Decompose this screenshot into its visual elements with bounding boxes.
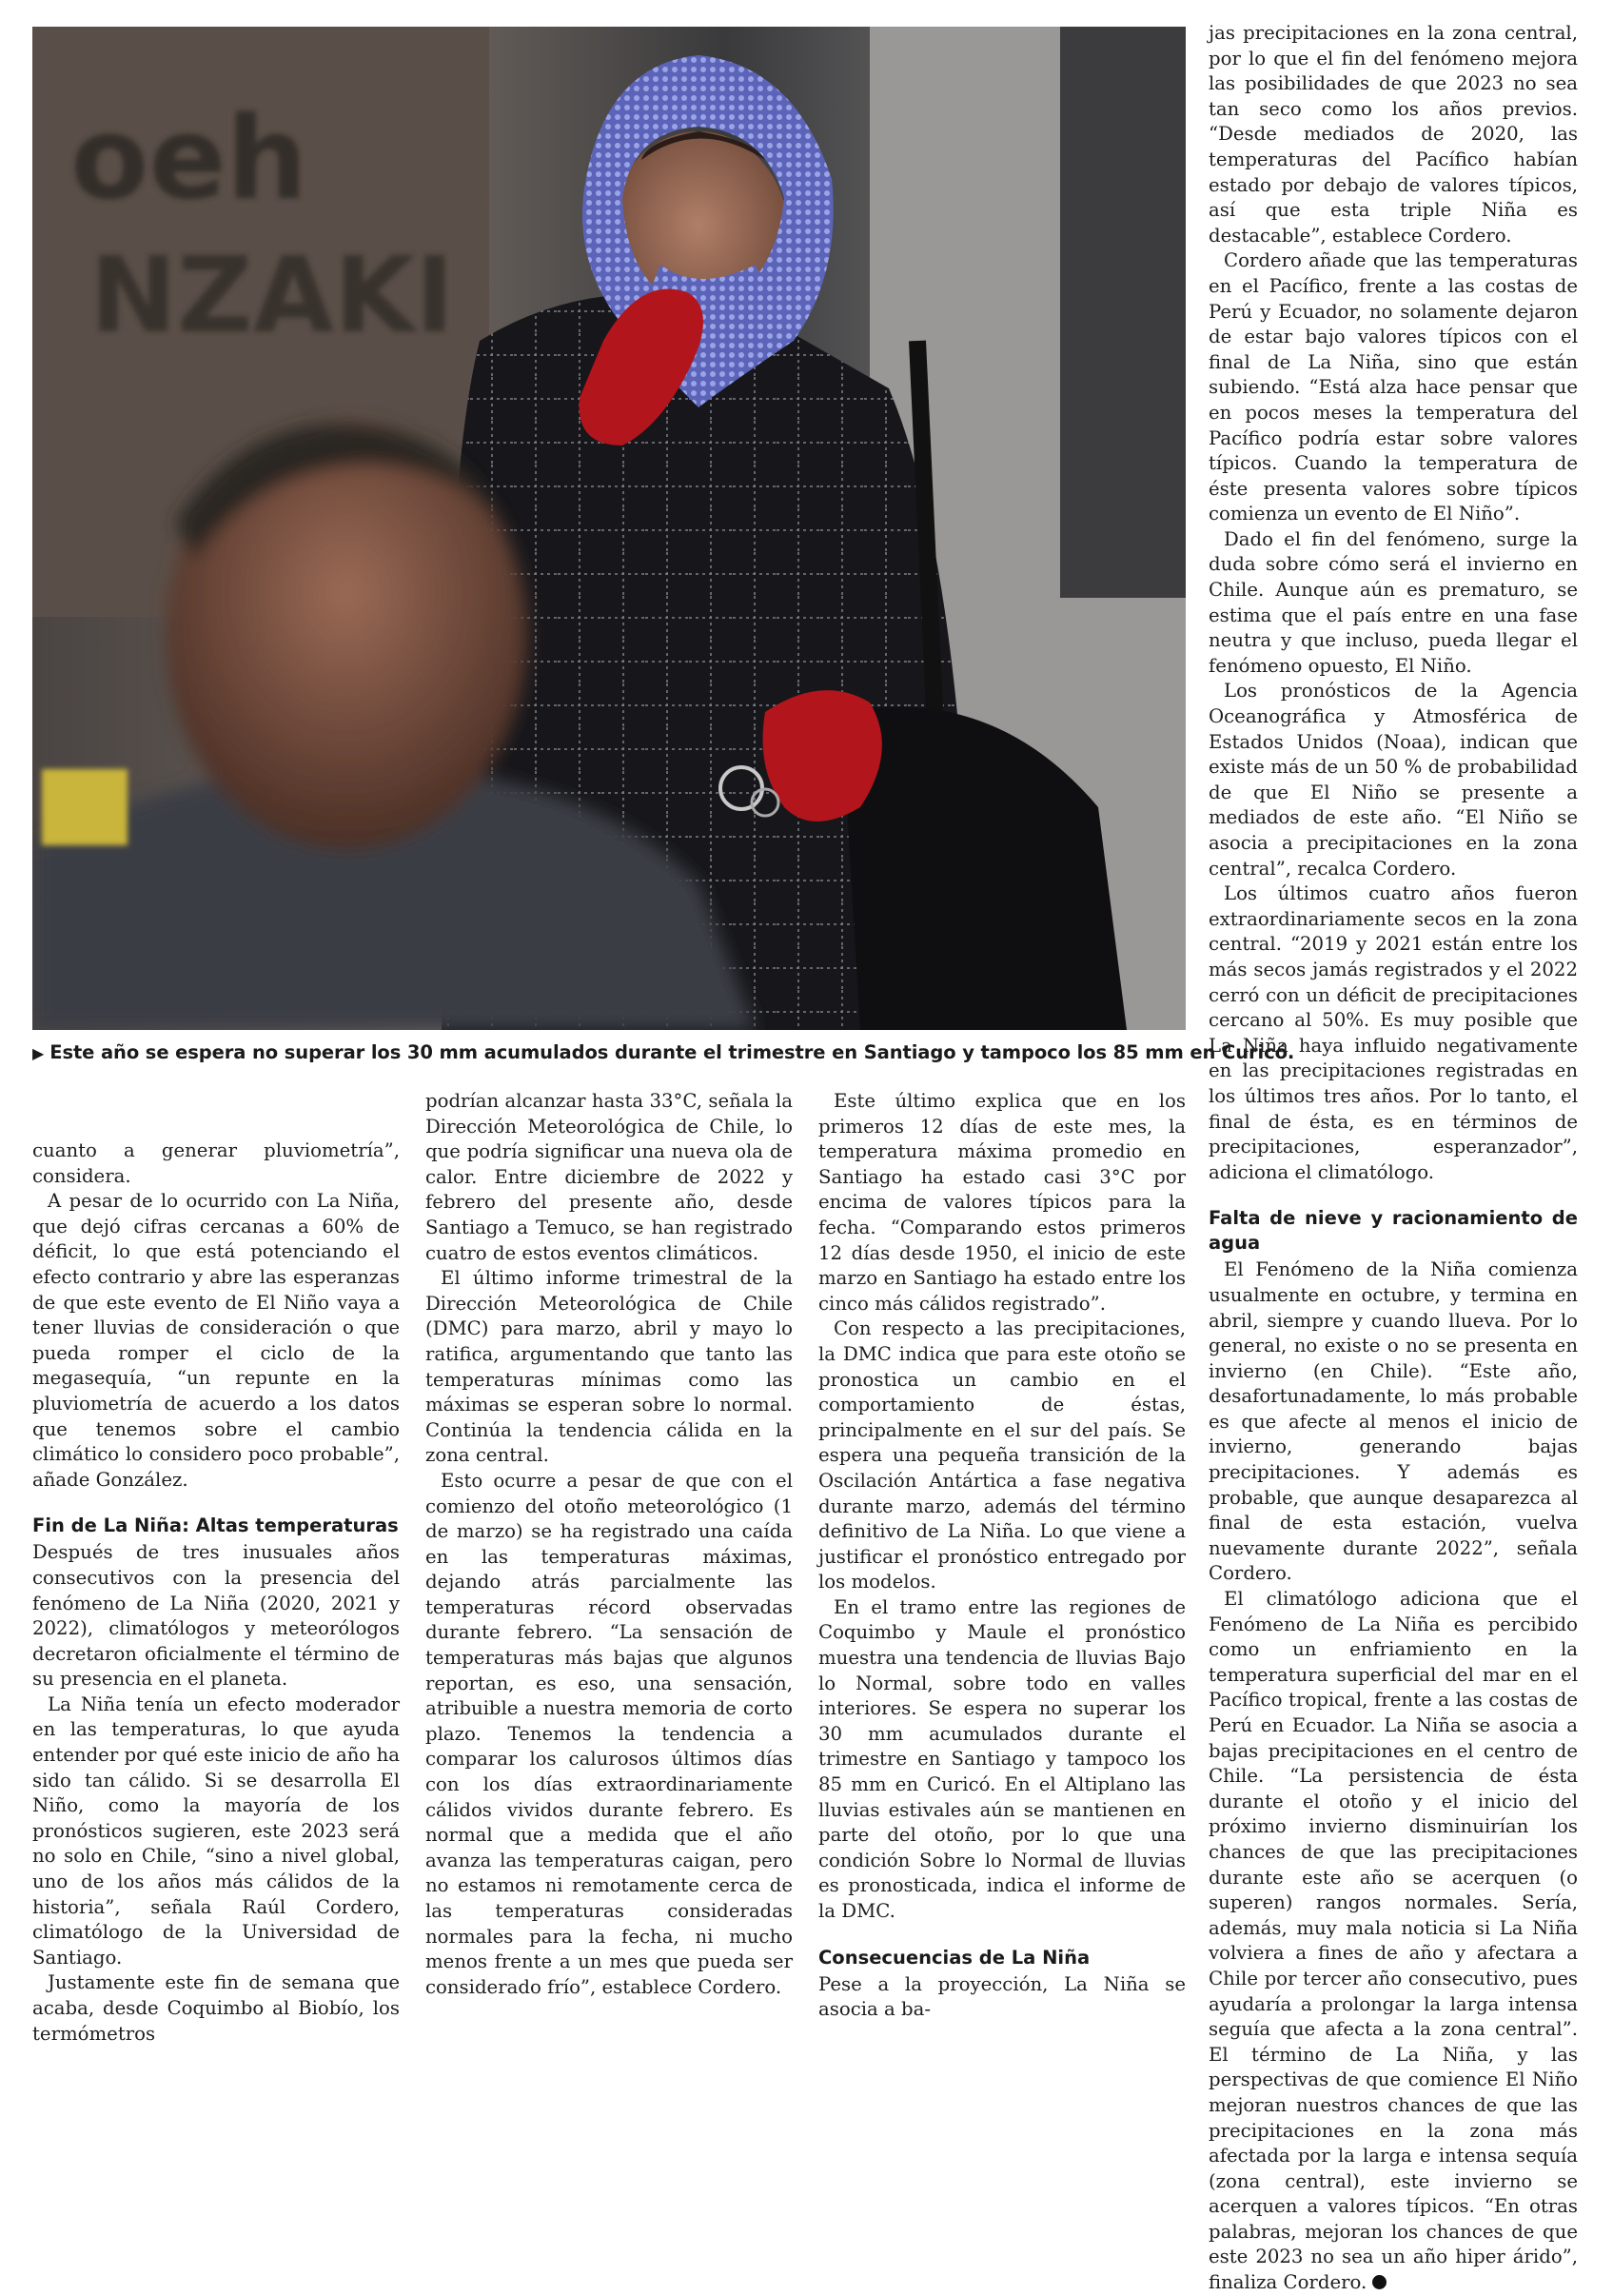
paragraph: Los pronósticos de la Agencia Oceanográfica y Atmosférica de Estados Unidos (Noaa), indican que existe más de un 50 % de probabilidad de que El Niño se presente a mediados de este año. “El Niño se asocia a precipitaciones en la zona central”, recalca Cordero. <box>1209 680 1578 880</box>
paragraph: El último informe trimestral de la Dirección Meteorológica de Chile (DMC) para marzo, abril y mayo lo ratifica, argumentando que tanto las temperaturas mínimas como las máximas se esperan sobre lo normal. Continúa la tendencia cálida en la zona central. <box>425 1267 793 1467</box>
paragraph: Dado el fin del fenómeno, surge la duda sobre cómo será el invierno en Chile. Aunque aún es prematuro, se estima que el país entre en una fase neutra y que incluso, pueda llegar el fenómeno opuesto, El Niño. <box>1209 527 1578 677</box>
paragraph: Justamente este fin de semana que acaba, desde Coquimbo al Biobío, los termómetros <box>32 1971 400 2045</box>
paragraph: Con respecto a las precipitaciones, la DMC indica que para este otoño se pronostica un cambio en el comportamiento de éstas, principalmente en el sur del país. Se espera una pequeña transición de la Oscilación Antártica a fase negativa durante marzo, además del término definitivo de La Niña. Lo que viene a justificar el pronóstico entregado por los modelos. <box>818 1317 1186 1593</box>
paragraph: Esto ocurre a pesar de que con el comienzo del otoño meteorológico (1 de marzo) se ha registrado una caída en las temperaturas máximas, dejando atrás parcialmente las temperaturas récord observadas durante febrero. “La sensación de temperaturas más bajas que algunos reportan, es eso, una sensación, atribuible a nuestra memoria de corto plazo. Tenemos la tendencia a comparar los calurosos últimos días con los días extraordinariamente cálidos vividos durante febrero. Es normal que a medida que el año avanza las temperaturas caigan, pero no estamos ni remotamente cerca de las temperaturas consideradas normales para la fecha, ni mucho menos frente a un mes que pueda ser considerado frío”, establece Cordero. <box>425 1469 793 1998</box>
photo-caption <box>32 1041 1295 1068</box>
article-column-2 <box>425 1089 793 2000</box>
article-column-4 <box>1209 21 1578 2296</box>
paragraph: cuanto a generar pluviometría”, considera. <box>32 1139 400 1187</box>
section-heading: Fin de La Niña: Altas temperaturas <box>32 1514 399 1537</box>
paragraph: El Fenómeno de la Niña comienza usualmente en octubre, y termina en abril, siempre y cuando llueva. Por lo general, no existe o no se presenta en invierno (en Chile). “Este año, desafortunadamente, lo más probable es que afecte al menos el inicio de invierno, generando bajas precipitaciones. Y además es probable, que aunque desaparezca al final de esta estación, vuelva nuevamente durante 2022”, señala Cordero. <box>1209 1258 1578 1585</box>
caption-marker: ▶ <box>32 1044 45 1062</box>
paragraph: Pese a la proyección, La Niña se asocia a ba- <box>818 1972 1186 2021</box>
caption-text: Este año se espera no superar los 30 mm acumulados durante el trimestre en Santiago y tampoco los 85 mm en Curicó. <box>49 1041 1295 1063</box>
paragraph: jas precipitaciones en la zona central, por lo que el fin del fenómeno mejora las posibilidades de que 2023 no sea tan seco como los años previos. “Desde mediados de 2020, las temperaturas del Pacífico habían estado por debajo de valores típicos, así que esta triple Niña es destacable”, establece Cordero. <box>1209 22 1578 247</box>
paragraph: En el tramo entre las regiones de Coquimbo y Maule el pronóstico muestra una tendencia de lluvias Bajo lo Normal, sobre todo en valles interiores. Se espera no superar los 30 mm acumulados durante el trimestre en Santiago y tampoco los 85 mm en Curicó. En el Altiplano las lluvias estivales aún se mantienen en parte del otoño, por lo que una condición Sobre lo Normal de lluvias es pronosticada, indica el informe de la DMC. <box>818 1595 1186 1922</box>
article-photo <box>32 27 1186 1030</box>
svg-text:oeh: oeh <box>70 93 308 226</box>
paragraph: Este último explica que en los primeros 12 días de este mes, la temperatura máxima promedio en Santiago ha estado casi 3°C por encima de valores típicos para la fecha. “Comparando estos primeros 12 días desde 1950, el inicio de este marzo en Santiago ha estado entre los cinco más cálidos registrado”. <box>818 1090 1186 1315</box>
svg-text:NZAKI: NZAKI <box>89 234 455 356</box>
paragraph <box>1209 1587 1578 2296</box>
paragraph: Los últimos cuatro años fueron extraordinariamente secos en la zona central. “2019 y 2021 están entre los más secos jamás registrados y el 2022 cerró con un déficit de precipitaciones cercano al 50%. Es muy posible que La Niña haya influido negativamente en las precipitaciones registradas en los últimos tres años. Por lo tanto, el final de ésta, es en términos de precipitaciones, esperanzador”, adiciona el climatólogo. <box>1209 882 1578 1183</box>
article-column-3 <box>818 1089 1186 2023</box>
article-column-1 <box>32 1138 400 2047</box>
section-heading: Consecuencias de La Niña <box>818 1946 1091 1969</box>
paragraph: Después de tres inusuales años consecutivos con la presencia del fenómeno de La Niña (2020, 2021 y 2022), climatólogos y meteorólogos decretaron oficialmente el término de su presencia en el planeta. <box>32 1541 400 1691</box>
paragraph: A pesar de lo ocurrido con La Niña, que dejó cifras cercanas a 60% de déficit, lo que está potenciando el efecto contrario y abre las esperanzas de que este evento de El Niño vaya a tener lluvias de consideración o que pueda romper el ciclo de la megasequía, “un repunte en la pluviometría de acuerdo a los datos que tenemos sobre el cambio climático lo considero poco probable”, añade González. <box>32 1190 400 1491</box>
section-heading: Falta de nieve y racionamiento de agua <box>1209 1207 1578 1255</box>
paragraph: La Niña tenía un efecto moderador en las temperaturas, lo que ayuda entender por qué este inicio de año ha sido tan cálido. Si se desarrolla El Niño, como la mayoría de los pronósticos sugieren, este 2023 será no solo en Chile, “sino a nivel global, uno de los años más cálidos de la historia”, señala Raúl Cordero, climatólogo de la Universidad de Santiago. <box>32 1692 400 1969</box>
paragraph: Cordero añade que las temperaturas en el Pacífico, frente a las costas de Perú y Ecuador, no solamente dejaron de estar bajo valores típicos con el final de La Niña, sino que están subiendo. “Está alza hace pensar que en pocos meses la temperatura del Pacífico podría estar sobre valores típicos. Cuando la temperatura de éste presenta valores sobre típicos comienza un evento de El Niño”. <box>1209 249 1578 525</box>
end-of-article-icon <box>1372 2275 1387 2289</box>
photo-illustration <box>32 27 1186 1030</box>
paragraph-text: El climatólogo adiciona que el Fenómeno de La Niña es percibido como un enfriamiento en la temperatura superficial del mar en el Pacífico tropical, frente a las costas de Perú en Ecuador. La Niña se asocia a bajas precipitaciones en el centro de Chile. “La persistencia de ésta durante el otoño y el inicio del próximo invierno disminuirían los chances de que las precipitaciones durante este año se acerquen (o superen) rangos normales. Sería, además, muy mala noticia si La Niña volviera a fines de año y afectara a Chile por tercer año consecutivo, pues ayudaría a prolongar la larga intensa seguía que afecta a la zona central”. El término de La Niña, y las perspectivas de que comience El Niño mejoran nuestros chances de que las precipitaciones en la zona más afectada por la larga e intensa sequía (zona central), este invierno se acerquen a valores típicos. “En otras palabras, mejoran los chances de que este 2023 no sea un año hiper árido”, finaliza Cordero. <box>1209 1588 1578 2294</box>
paragraph: podrían alcanzar hasta 33°C, señala la Dirección Meteorológica de Chile, lo que podría significar una nueva ola de calor. Entre diciembre de 2022 y febrero del presente año, desde Santiago a Temuco, se han registrado cuatro de estos eventos climáticos. <box>425 1090 793 1264</box>
